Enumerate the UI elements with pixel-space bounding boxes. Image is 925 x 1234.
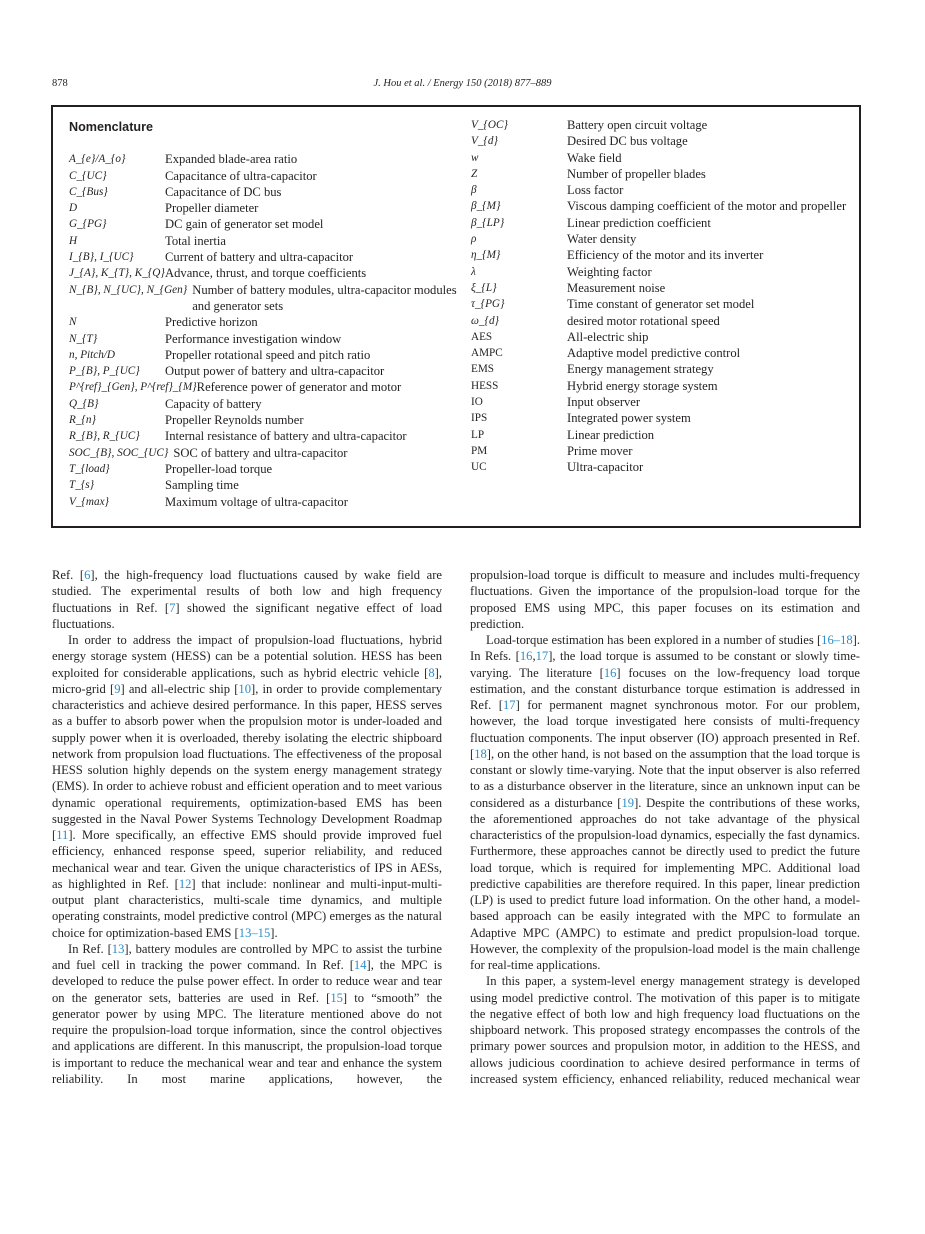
nomenclature-symbol: A_{e}/A_{o} bbox=[69, 153, 126, 166]
nomenclature-entry bbox=[69, 249, 459, 265]
nomenclature-entry bbox=[69, 233, 459, 249]
nomenclature-entry bbox=[471, 410, 851, 426]
nomenclature-entry bbox=[69, 347, 459, 363]
nomenclature-symbol: λ bbox=[471, 265, 476, 278]
nomenclature-symbol: ω_{d} bbox=[471, 314, 500, 327]
nomenclature-definition: Propeller Reynolds number bbox=[165, 413, 304, 428]
nomenclature-definition: Hybrid energy storage system bbox=[567, 378, 718, 393]
nomenclature-definition: Current of battery and ultra-capacitor bbox=[165, 250, 354, 265]
citation-link[interactable]: 16 bbox=[603, 665, 617, 680]
nomenclature-entry bbox=[69, 151, 459, 167]
nomenclature-definition: Predictive horizon bbox=[165, 315, 258, 330]
nomenclature-entry bbox=[471, 296, 851, 312]
nomenclature-definition: Viscous damping coefficient of the motor and propeller bbox=[567, 199, 847, 214]
nomenclature-entry bbox=[471, 231, 851, 247]
nomenclature-symbol: HESS bbox=[471, 379, 499, 392]
citation-link[interactable]: 16–18 bbox=[821, 633, 853, 647]
citation-link[interactable]: 19 bbox=[621, 795, 635, 810]
nomenclature-entry bbox=[69, 363, 459, 379]
nomenclature-entry bbox=[471, 166, 851, 182]
nomenclature-symbol: EMS bbox=[471, 363, 495, 376]
nomenclature-box bbox=[51, 105, 861, 528]
nomenclature-entry bbox=[69, 200, 459, 216]
nomenclature-entry bbox=[471, 459, 851, 475]
nomenclature-definition: Propeller diameter bbox=[165, 201, 259, 216]
nomenclature-entry bbox=[69, 461, 459, 477]
nomenclature-definition: Propeller-load torque bbox=[165, 461, 273, 476]
body-column-right bbox=[470, 567, 860, 1087]
nomenclature-entry bbox=[471, 247, 851, 263]
body-paragraph: Ref. [6], the high-frequency load fluctuations caused by wake field are studied. The experimental results of both low and high frequency fluctuations in Ref. [7] showed the significant negative effect of load fluctuations. bbox=[52, 568, 443, 631]
nomenclature-symbol: T_{load} bbox=[69, 462, 110, 475]
nomenclature-symbol: T_{s} bbox=[69, 479, 95, 492]
nomenclature-right-column bbox=[471, 117, 851, 476]
nomenclature-entry bbox=[471, 182, 851, 198]
nomenclature-definition: Output power of battery and ultra-capacitor bbox=[165, 364, 385, 379]
nomenclature-symbol: β_{LP} bbox=[471, 216, 505, 229]
nomenclature-symbol: Z bbox=[471, 167, 478, 180]
nomenclature-definition: All-electric ship bbox=[567, 329, 649, 344]
nomenclature-entry bbox=[471, 361, 851, 377]
nomenclature-entry bbox=[471, 394, 851, 410]
nomenclature-symbol: β_{M} bbox=[471, 200, 501, 213]
nomenclature-title: Nomenclature bbox=[69, 120, 153, 134]
nomenclature-definition: Linear prediction coefficient bbox=[567, 215, 711, 230]
nomenclature-definition: Ultra-capacitor bbox=[567, 460, 644, 475]
body-paragraph: In this paper, a system-level energy management strategy is developed using model predictive control. The motivation of this paper is to mitigate the negative effect of both low and high frequency load fluctuations on the shipboard network. This proposed strategy encompasses the controls of the primary power sources and propulsion motor, in addition to the HESS, and allows judicious coordination to achieve desired performance in terms of increased system efficiency, enhanced reliability, reduced mechanical wear bbox=[470, 974, 860, 1086]
nomenclature-definition: DC gain of generator set model bbox=[165, 217, 324, 232]
body-paragraph: In Ref. [13], battery modules are controlled by MPC to assist the turbine and fuel cell in tracking the power command. In Ref. [14], the MPC is developed to reduce the pulse power effect. In order to reduce wear and tear on the generator sets, batteries are used in Ref. [15] to “smooth” the generator power by using MPC. The literature mentioned above do not require the propulsion-load torque information, since the control objectives and applications are different. In this manuscript, the propulsion-load torque is important to reduce the mechanical wear and tear and enhance the system reliability. In most marine applications, however, the bbox=[52, 941, 443, 1086]
citation-link[interactable]: 17 bbox=[535, 649, 549, 664]
nomenclature-left-column bbox=[69, 117, 459, 510]
nomenclature-symbol: UC bbox=[471, 461, 487, 474]
nomenclature-entry bbox=[471, 378, 851, 394]
nomenclature-symbol: Q_{B} bbox=[69, 397, 99, 410]
nomenclature-definition: Maximum voltage of ultra-capacitor bbox=[165, 494, 348, 509]
nomenclature-entry bbox=[69, 494, 459, 510]
nomenclature-symbol: J_{A}, K_{T}, K_{Q} bbox=[69, 267, 165, 280]
nomenclature-entry bbox=[471, 117, 851, 133]
nomenclature-symbol: C_{UC} bbox=[69, 169, 107, 182]
nomenclature-entry bbox=[69, 314, 459, 330]
nomenclature-definition: SOC of battery and ultra-capacitor bbox=[173, 445, 348, 460]
citation-link[interactable]: 17 bbox=[503, 698, 516, 712]
nomenclature-entry bbox=[471, 345, 851, 361]
nomenclature-entry bbox=[471, 427, 851, 443]
citation-link[interactable]: 15 bbox=[330, 990, 343, 1005]
nomenclature-entry bbox=[471, 280, 851, 296]
nomenclature-entry bbox=[69, 445, 459, 461]
nomenclature-entry bbox=[471, 264, 851, 280]
citation-link[interactable]: 8 bbox=[428, 665, 435, 680]
nomenclature-symbol: IPS bbox=[471, 412, 488, 425]
nomenclature-definition: Wake field bbox=[567, 150, 622, 165]
nomenclature-symbol: LP bbox=[471, 428, 485, 441]
nomenclature-entry bbox=[69, 331, 459, 347]
body-paragraph: propulsion-load torque is difficult to measure and includes multi-frequency fluctuations. Given the importance of the propulsion-load torque for the proposed EMS using MPC, this paper focuses on its estimation and prediction. bbox=[470, 568, 860, 631]
citation-link[interactable]: 7 bbox=[169, 600, 176, 615]
nomenclature-symbol: N bbox=[69, 316, 77, 329]
nomenclature-definition: Linear prediction bbox=[567, 427, 655, 442]
nomenclature-definition: Capacity of battery bbox=[165, 396, 262, 411]
nomenclature-definition: Number of propeller blades bbox=[567, 166, 706, 181]
nomenclature-symbol: ρ bbox=[471, 233, 477, 246]
nomenclature-entry bbox=[471, 329, 851, 345]
nomenclature-definition: Advance, thrust, and torque coefficients bbox=[165, 266, 367, 281]
nomenclature-definition: Propeller rotational speed and pitch ratio bbox=[165, 347, 371, 362]
nomenclature-symbol: SOC_{B}, SOC_{UC} bbox=[69, 446, 169, 459]
nomenclature-definition: Time constant of generator set model bbox=[567, 297, 755, 312]
nomenclature-definition: Reference power of generator and motor bbox=[196, 380, 402, 395]
nomenclature-definition: Prime mover bbox=[567, 443, 633, 458]
nomenclature-symbol: η_{M} bbox=[471, 249, 501, 262]
nomenclature-entry bbox=[69, 412, 459, 428]
nomenclature-symbol: AES bbox=[471, 330, 493, 343]
nomenclature-symbol: V_{d} bbox=[471, 135, 498, 148]
nomenclature-symbol: P^{ref}_{Gen}, P^{ref}_{M} bbox=[69, 381, 197, 394]
nomenclature-definition: Internal resistance of battery and ultra-capacitor bbox=[165, 429, 407, 444]
citation-link[interactable]: 11 bbox=[56, 828, 69, 842]
nomenclature-symbol: C_{Bus} bbox=[69, 185, 108, 198]
nomenclature-symbol: ξ_{L} bbox=[471, 281, 497, 294]
nomenclature-symbol: G_{PG} bbox=[69, 218, 107, 231]
nomenclature-symbol: τ_{PG} bbox=[471, 298, 505, 311]
nomenclature-entry bbox=[69, 282, 459, 315]
nomenclature-definition: Integrated power system bbox=[567, 411, 691, 426]
nomenclature-definition: Input observer bbox=[567, 395, 641, 410]
nomenclature-definition: Battery open circuit voltage bbox=[567, 118, 708, 132]
nomenclature-symbol: R_{B}, R_{UC} bbox=[69, 430, 140, 443]
nomenclature-symbol: N_{B}, N_{UC}, N_{Gen} bbox=[69, 283, 188, 296]
nomenclature-definition: Water density bbox=[567, 232, 637, 247]
nomenclature-symbol: V_{max} bbox=[69, 495, 110, 508]
citation-link[interactable]: 13–15 bbox=[238, 925, 271, 940]
citation-link[interactable]: 6 bbox=[84, 568, 91, 582]
citation-link[interactable]: 14 bbox=[353, 958, 367, 972]
running-head: J. Hou et al. / Energy 150 (2018) 877–889 bbox=[373, 78, 552, 89]
nomenclature-symbol: D bbox=[69, 202, 78, 215]
nomenclature-symbol: β bbox=[471, 184, 477, 197]
citation-link[interactable]: 10 bbox=[238, 681, 252, 696]
nomenclature-symbol: w bbox=[471, 151, 479, 164]
nomenclature-entry bbox=[69, 428, 459, 444]
nomenclature-definition: Expanded blade-area ratio bbox=[165, 152, 298, 167]
nomenclature-definition: Capacitance of DC bus bbox=[165, 184, 282, 199]
nomenclature-entry bbox=[69, 184, 459, 200]
citation-link[interactable]: 13 bbox=[111, 941, 125, 956]
body-paragraph: Load-torque estimation has been explored in a number of studies [16–18]. In Refs. [16,17], the load torque is assumed to be constant or slowly time-varying. The literature [16] focuses on the low-frequency load torque estimation, and the constant disturbance torque estimation is addressed in Ref. [17] for permanent magnet synchronous motor. For our problem, however, the load torque investigated here consists of multi-frequency fluctuation components. The input observer (IO) approach presented in Ref. [18], on the other hand, is not based on the assumption that the load torque is constant or slowly time-varying. Note that the input observer is also referred to as a disturbance observer in the literature, since an unknown input can be considered as a disturbance [19]. Despite the contributions of these works, the aforementioned approaches do not take advantage of the physical characteristics of the propulsion-load dynamics, especially the fast dynamics. Furthermore, these approaches cannot be directly used to predict the future load torque, which is required for implementing MPC. Additional load predictive capabilities are therefore required. In this paper, linear prediction (LP) is used to predict future load information. On the other hand, a model-based approach can be easily integrated with the MPC to formulate an Adaptive MPC (AMPC) to estimate and predict propulsion-load torque. However, the complexity of the propulsion-load model is the main challenge for real-time applications. bbox=[470, 633, 861, 972]
nomenclature-definition: Efficiency of the motor and its inverter bbox=[567, 248, 764, 263]
nomenclature-entry bbox=[69, 216, 459, 232]
nomenclature-entry bbox=[69, 396, 459, 412]
nomenclature-entry bbox=[69, 265, 459, 281]
nomenclature-definition: Energy management strategy bbox=[567, 362, 714, 377]
citation-link[interactable]: 18 bbox=[474, 746, 487, 761]
citation-link[interactable]: 12 bbox=[178, 876, 192, 891]
citation-link[interactable]: 9 bbox=[114, 681, 121, 696]
nomenclature-entry bbox=[69, 379, 459, 395]
nomenclature-symbol: H bbox=[69, 234, 78, 247]
nomenclature-definition: Number of battery modules, ultra-capacitor modules and generator sets bbox=[192, 282, 457, 313]
body-column-left bbox=[52, 567, 442, 1087]
nomenclature-symbol: N_{T} bbox=[69, 332, 98, 345]
nomenclature-definition: Weighting factor bbox=[567, 264, 652, 279]
nomenclature-symbol: I_{B}, I_{UC} bbox=[69, 251, 134, 264]
nomenclature-definition: Performance investigation window bbox=[165, 331, 342, 346]
nomenclature-definition: Measurement noise bbox=[567, 280, 666, 295]
nomenclature-definition: Sampling time bbox=[165, 478, 239, 493]
nomenclature-entry bbox=[471, 133, 851, 149]
nomenclature-definition: Capacitance of ultra-capacitor bbox=[165, 168, 317, 183]
nomenclature-symbol: IO bbox=[471, 396, 483, 409]
page-number: 878 bbox=[52, 78, 68, 89]
nomenclature-symbol: PM bbox=[471, 444, 488, 457]
nomenclature-definition: Total inertia bbox=[165, 233, 227, 248]
nomenclature-symbol: n, Pitch/D bbox=[69, 348, 115, 361]
nomenclature-symbol: R_{n} bbox=[69, 414, 96, 427]
nomenclature-entry bbox=[471, 313, 851, 329]
nomenclature-entry bbox=[471, 215, 851, 231]
nomenclature-symbol: AMPC bbox=[471, 347, 503, 360]
nomenclature-entry bbox=[471, 150, 851, 166]
nomenclature-definition: Adaptive model predictive control bbox=[567, 346, 741, 361]
body-paragraph: In order to address the impact of propulsion-load fluctuations, hybrid energy storage system (HESS) can be a potential solution. HESS has been exploited for considerable applications, such as hybrid electric vehicle [8], micro-grid [9] and all-electric ship [10], in order to provide complementary characteristics and achieve desired performance. In this paper, HESS serves as a buffer to absorb power when the propulsion motor is under-loaded and supply power when it is overloaded, thereby isolating the electric shipboard network from propulsion load fluctuations. The effectiveness of the proposal HESS solution highly depends on the system energy management strategy (EMS). In order to achieve robust and efficient operation and to meet various dynamic operational requirements, optimization-based EMS has been suggested in the Naval Power Systems Technology Development Roadmap [11]. More specifically, an effective EMS should provide improved fuel efficiency, enhanced response speed, superior reliability, and reduced mechanical wear and tear. Given the unique characteristics of IPS in AESs, as highlighted in Ref. [12] that include: nonlinear and multi-input-multi-output plant characteristics, multi-scale time dynamics, and multiple operating constraints, model predictive control (MPC) emerges as the natural choice for optimization-based EMS [13–15]. bbox=[52, 633, 443, 940]
nomenclature-definition: desired motor rotational speed bbox=[567, 313, 720, 328]
nomenclature-entry bbox=[471, 198, 851, 214]
nomenclature-definition: Loss factor bbox=[567, 183, 624, 198]
nomenclature-symbol: V_{OC} bbox=[471, 119, 508, 131]
nomenclature-entry bbox=[471, 443, 851, 459]
nomenclature-entry bbox=[69, 477, 459, 493]
nomenclature-entry bbox=[69, 168, 459, 184]
nomenclature-definition: Desired DC bus voltage bbox=[567, 134, 688, 149]
nomenclature-symbol: P_{B}, P_{UC} bbox=[69, 365, 140, 378]
citation-link[interactable]: 16 bbox=[519, 649, 533, 664]
